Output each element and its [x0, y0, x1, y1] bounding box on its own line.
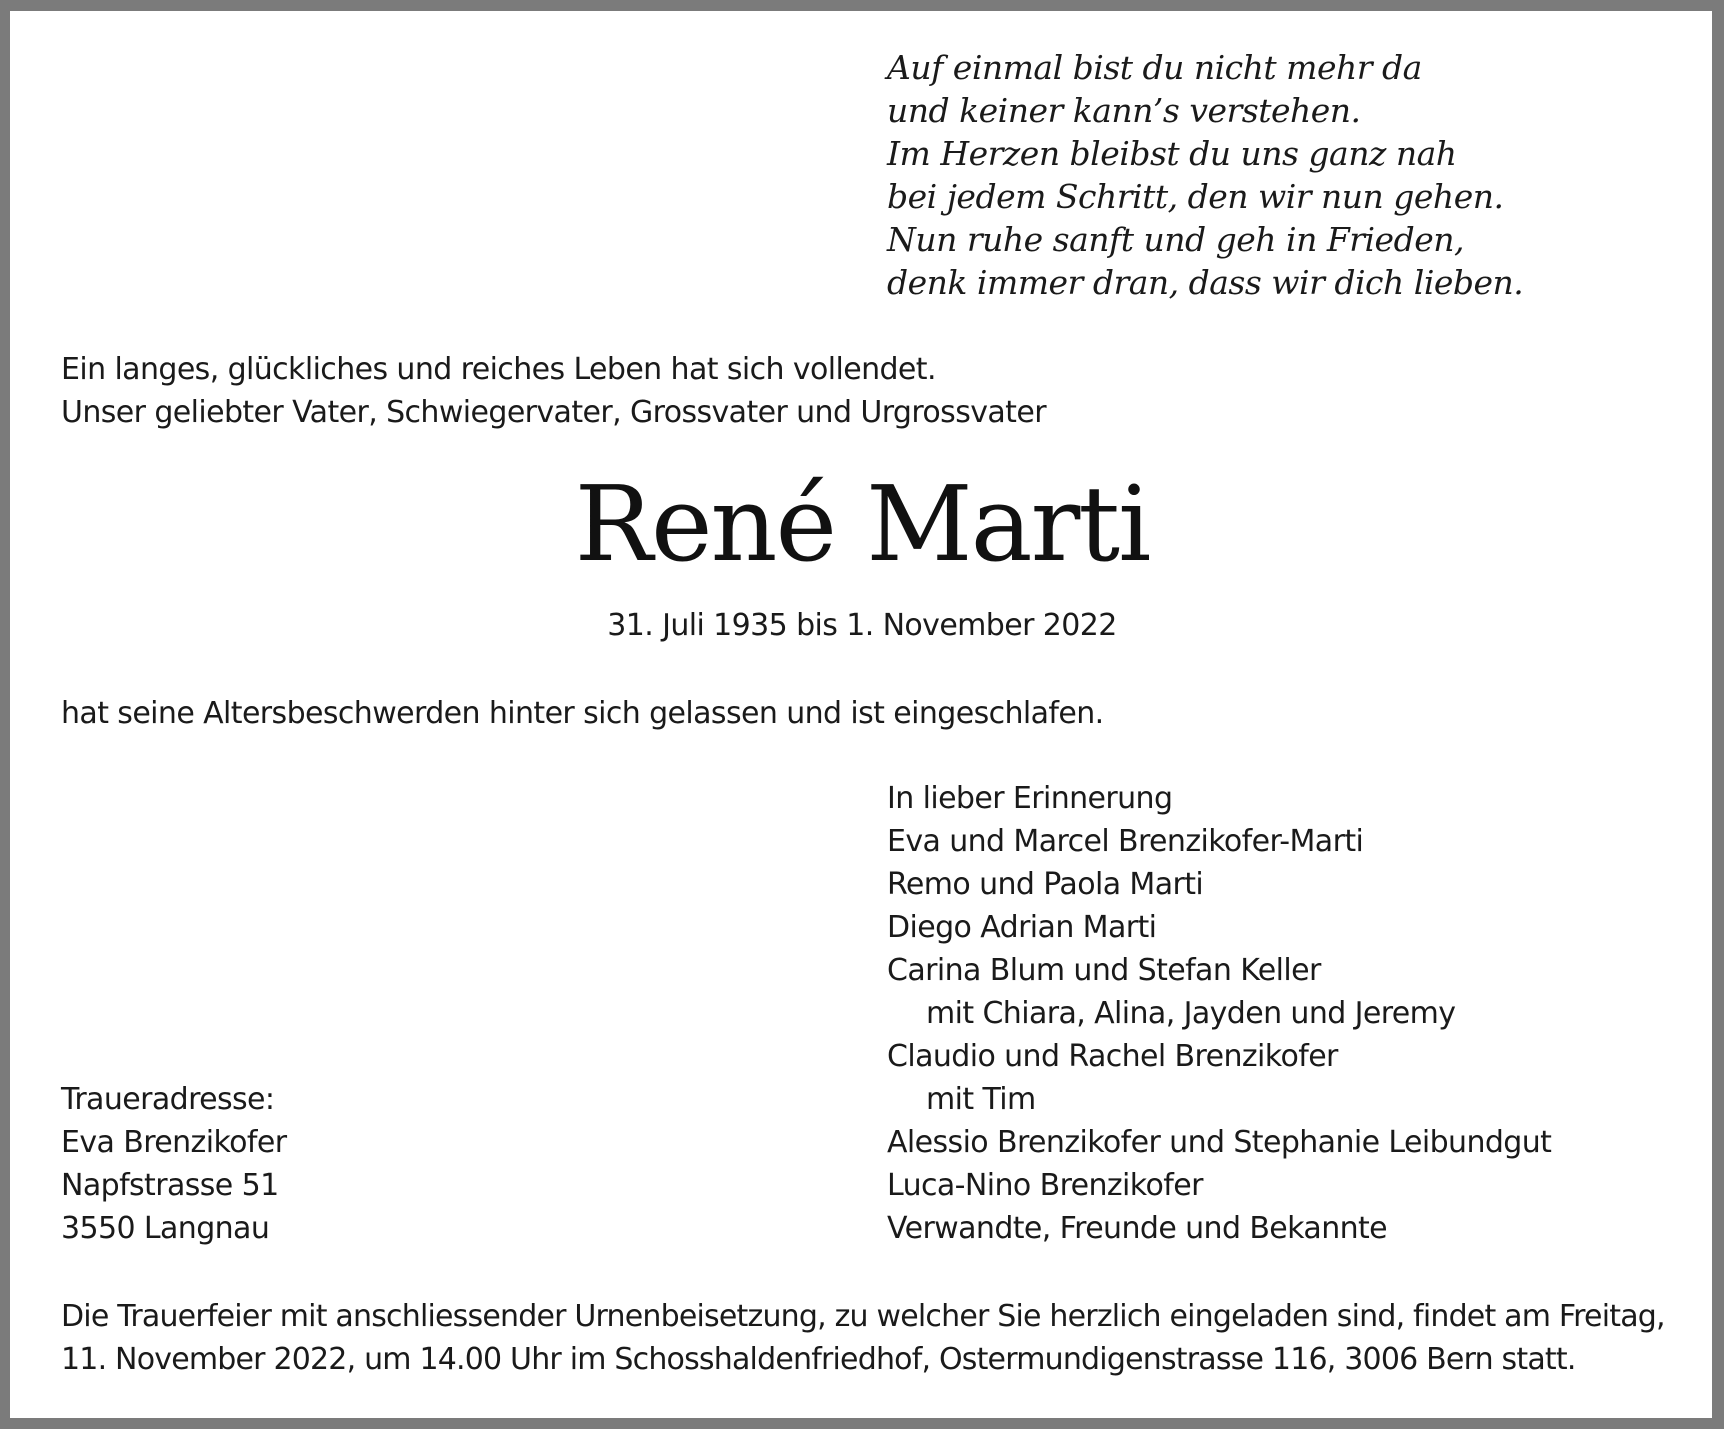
mourner-line: Eva und Marcel Brenzikofer-Marti — [887, 824, 1364, 859]
poem-line: Nun ruhe sanft und geh in Frieden, — [887, 220, 1464, 259]
ceremony-line: 11. November 2022, um 14.00 Uhr im Schosshaldenfriedhof, Ostermundigenstrasse 116, 3006 Bern statt. — [61, 1342, 1576, 1377]
poem-line: Im Herzen bleibst du uns ganz nah — [887, 134, 1457, 173]
mourner-line: Claudio und Rachel Brenzikofer — [887, 1039, 1338, 1074]
poem-line: denk immer dran, dass wir dich lieben. — [887, 263, 1524, 302]
poem-line: Auf einmal bist du nicht mehr da — [887, 48, 1422, 87]
intro-line: Ein langes, glückliches und reiches Leben hat sich vollendet. — [61, 352, 936, 387]
mourner-line: Carina Blum und Stefan Keller — [887, 953, 1321, 988]
address-label: Traueradresse: — [61, 1082, 275, 1117]
mourner-line: In lieber Erinnerung — [887, 781, 1173, 816]
address-name: Eva Brenzikofer — [61, 1125, 287, 1160]
mourner-line: Diego Adrian Marti — [887, 910, 1157, 945]
mourning-address — [61, 1078, 286, 1250]
life-dates: 31. Juli 1935 bis 1. November 2022 — [607, 608, 1117, 643]
mourner-line-indented: mit Tim — [926, 1082, 1036, 1117]
poem-line: bei jedem Schritt, den wir nun gehen. — [887, 177, 1504, 216]
ceremony-line: Die Trauerfeier mit anschliessender Urnenbeisetzung, zu welcher Sie herzlich eingeladen sind, findet am Freitag, — [61, 1299, 1665, 1334]
passing-statement: hat seine Altersbeschwerden hinter sich gelassen und ist eingeschlafen. — [61, 696, 1104, 731]
intro-text — [61, 348, 1046, 434]
funeral-ceremony-info — [61, 1295, 1665, 1381]
mourner-line-indented: mit Chiara, Alina, Jayden und Jeremy — [926, 996, 1456, 1031]
address-city: 3550 Langnau — [61, 1211, 270, 1246]
deceased-name: René Marti — [574, 463, 1150, 585]
intro-line: Unser geliebter Vater, Schwiegervater, Grossvater und Urgrossvater — [61, 395, 1046, 430]
mourner-line: Verwandte, Freunde und Bekannte — [887, 1211, 1388, 1246]
address-street: Napfstrasse 51 — [61, 1168, 279, 1203]
poem-line: und keiner kann’s verstehen. — [887, 91, 1361, 130]
mourner-line: Alessio Brenzikofer und Stephanie Leibundgut — [887, 1125, 1552, 1160]
mourner-line: Luca-Nino Brenzikofer — [887, 1168, 1203, 1203]
mourner-line: Remo und Paola Marti — [887, 867, 1204, 902]
mourners-list — [887, 777, 1551, 1250]
memorial-poem — [887, 46, 1523, 304]
